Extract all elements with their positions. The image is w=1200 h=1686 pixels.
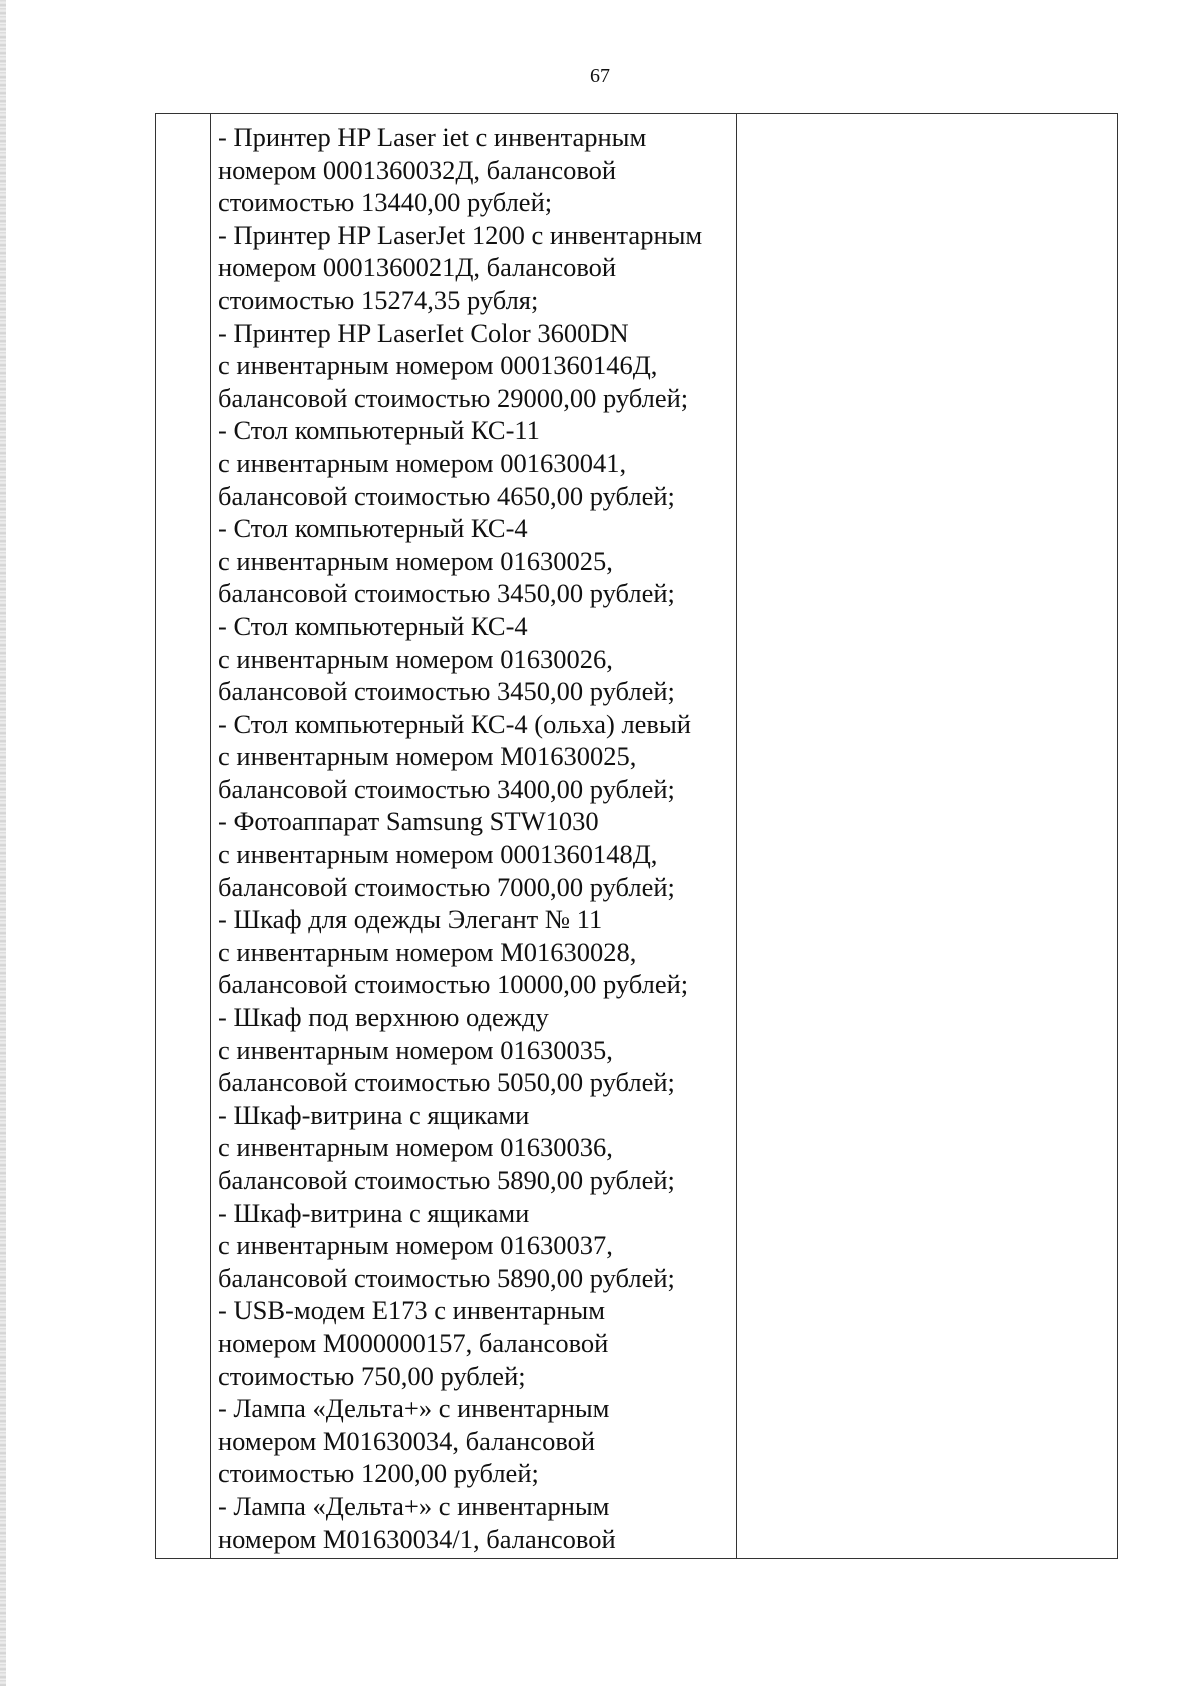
item-text-line: - Стол компьютерный КС-11 [218,415,540,446]
item-text-line: - Лампа «Дельта+» с инвентарным [218,1393,610,1424]
item-text-line: - Стол компьютерный КС-4 [218,610,528,641]
item-text-line: - Шкаф-витрина с ящиками [218,1197,530,1228]
item-text-line: балансовой стоимостью 5050,00 рублей; [218,1067,675,1098]
item-text-line: с инвентарным номером М01630025, [218,741,637,772]
item-text-line: с инвентарным номером 01630036, [218,1132,613,1163]
item-text-line: - Принтер HP LaserJet 1200 с инвентарным [218,219,703,250]
page-number: 67 [590,65,610,87]
item-text-line: с инвентарным номером 01630037, [218,1230,613,1261]
number-column-cell [156,114,210,1558]
item-text-line: балансовой стоимостью 7000,00 рублей; [218,871,675,902]
item-text-line: с инвентарным номером 001630041, [218,447,627,478]
item-text-line: номером М01630034, балансовой [218,1425,596,1456]
item-text-line: с инвентарным номером 01630026, [218,643,613,674]
item-text-line: с инвентарным номером 0001360146Д, [218,350,658,381]
item-text-line: - Принтер HP Laser iet с инвентарным [218,122,647,152]
item-text-line: номером 0001360032Д, балансовой [218,154,617,185]
item-list-cell [218,121,738,1555]
column-divider [210,114,211,1558]
item-text-line: стоимостью 1200,00 рублей; [218,1458,539,1489]
item-text-line: - Стол компьютерный КС-4 [218,513,528,544]
item-text-line: номером М01630034/1, балансовой [218,1523,616,1554]
item-text-line: номером М000000157, балансовой [218,1327,609,1358]
item-text-line: - Стол компьютерный КС-4 (ольха) левый [218,708,691,739]
item-text-line: балансовой стоимостью 5890,00 рублей; [218,1165,675,1195]
item-text-line: - Шкаф-витрина с ящиками [218,1099,530,1130]
item-text-line: с инвентарным номером 01630025, [218,545,613,576]
item-text-line: - Лампа «Дельта+» с инвентарным [218,1490,610,1521]
item-text-line: балансовой стоимостью 4650,00 рублей; [218,480,675,511]
item-text-line: - USB-модем E173 с инвентарным [218,1295,606,1326]
item-text-line: номером 0001360021Д, балансовой [218,252,617,283]
item-text-line: балансовой стоимостью 5890,00 рублей; [218,1262,675,1293]
item-text-line: балансовой стоимостью 3450,00 рублей; [218,578,675,609]
item-text-line: балансовой стоимостью 3400,00 рублей; [218,773,675,804]
item-text-line: балансовой стоимостью 10000,00 рублей; [218,969,689,1000]
item-text-line: с инвентарным номером 0001360148Д, [218,839,658,870]
item-text-line: балансовой стоимостью 29000,00 рублей; [218,382,689,413]
item-text-line: стоимостью 13440,00 рублей; [218,187,553,218]
scan-edge [0,0,6,1686]
property-table [155,113,1118,1559]
item-text-line: - Шкаф под верхнюю одежду [218,1002,549,1033]
item-text-line: балансовой стоимостью 3450,00 рублей; [218,676,675,707]
notes-column-cell [736,114,1118,1558]
item-text-line: стоимостью 750,00 рублей; [218,1360,526,1391]
item-text-line: - Шкаф для одежды Элегант № 11 [218,904,603,935]
item-text-line: с инвентарным номером М01630028, [218,936,637,967]
item-text-line: - Принтер HP LaserIet Color 3600DN [218,317,629,348]
item-text-line: - Фотоаппарат Samsung STW1030 [218,806,599,837]
item-text-line: с инвентарным номером 01630035, [218,1034,613,1065]
item-text-line: стоимостью 15274,35 рубля; [218,284,539,315]
